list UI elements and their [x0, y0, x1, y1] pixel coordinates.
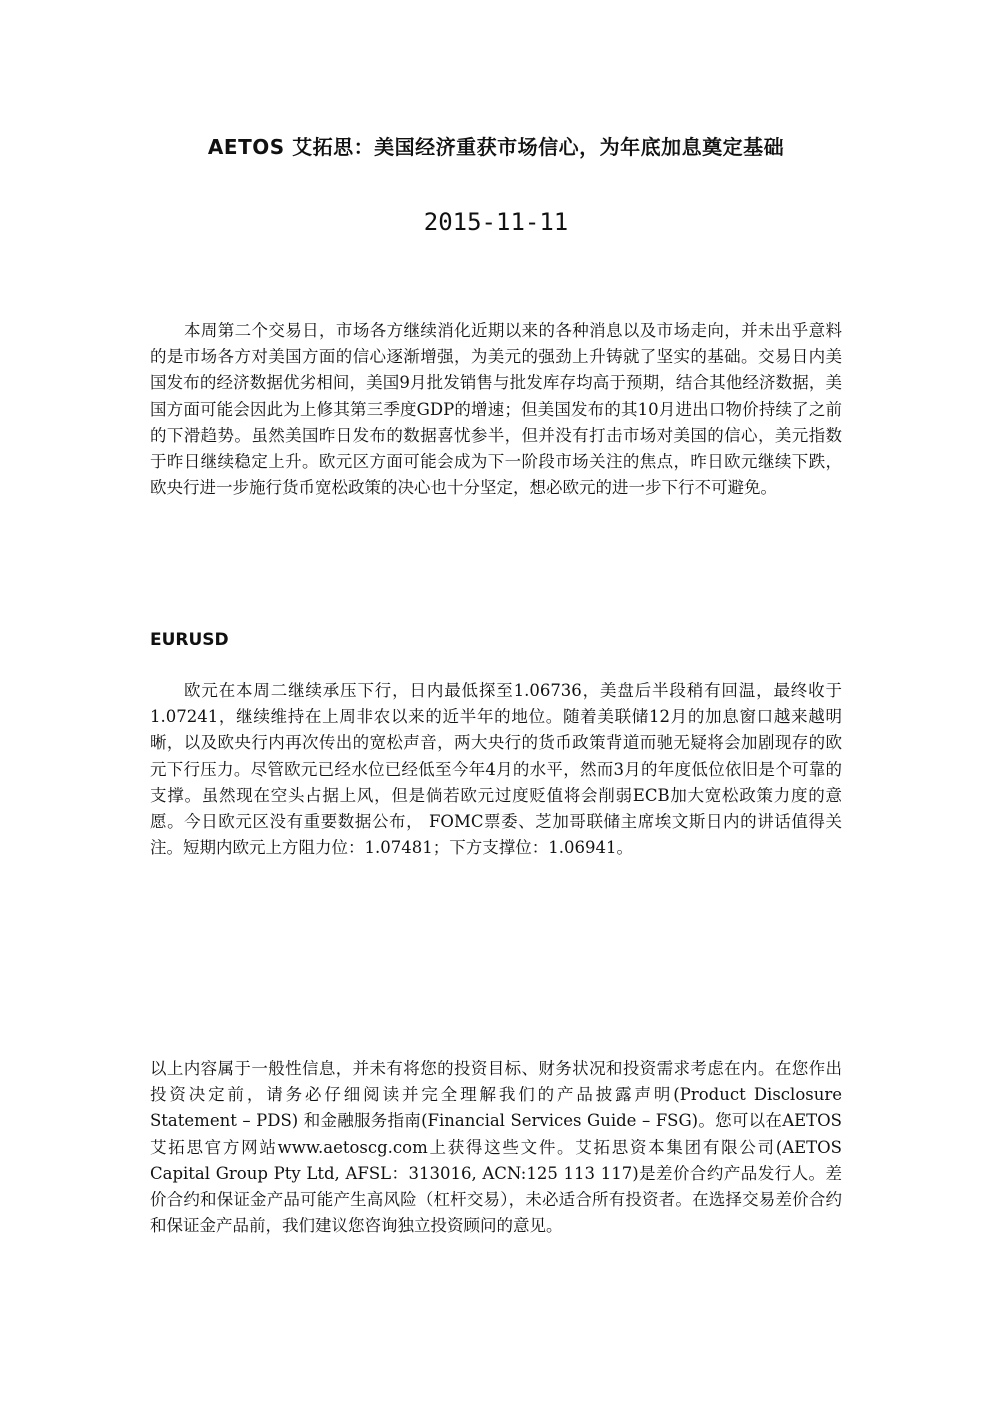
eurusd-paragraph: 欧元在本周二继续承压下行，日内最低探至1.06736，美盘后半段稍有回温，最终收于1.07241，继续维持在上周非农以来的近半年的地位。随着美联储12月的加息窗口越来越明晰，以及欧央行内再次传出的宽松声音，两大央行的货币政策背道而驰无疑将会加剧现存的欧元下行压力。尽管欧元已经水位已经低至今年4月的水平，然而3月的年度低位依旧是个可靠的支撑。虽然现在空头占据上风，但是倘若欧元过度贬值将会削弱ECB加大宽松政策力度的意愿。今日欧元区没有重要数据公布， FOMC票委、芝加哥联储主席埃文斯日内的讲话值得关注。短期内欧元上方阻力位：1.07481；下方支撑位：1.06941。 [150, 681, 842, 858]
intro-paragraph: 本周第二个交易日，市场各方继续消化近期以来的各种消息以及市场走向，并未出乎意料的是市场各方对美国方面的信心逐渐增强，为美元的强劲上升铸就了坚实的基础。交易日内美国发布的经济数据优劣相间，美国9月批发销售与批发库存均高于预期，结合其他经济数据，美国方面可能会因此为上修其第三季度GDP的增速；但美国发布的其10月进出口物价持续了之前的下滑趋势。虽然美国昨日发布的数据喜忧参半，但并没有打击市场对美国的信心，美元指数于昨日继续稳定上升。欧元区方面可能会成为下一阶段市场关注的焦点，昨日欧元继续下跌，欧央行进一步施行货币宽松政策的决心也十分坚定，想必欧元的进一步下行不可避免。 [150, 321, 842, 498]
document-date: 2015-11-11 [423, 208, 569, 236]
section-heading-eurusd: EURUSD [150, 630, 229, 650]
disclaimer-paragraph: 以上内容属于一般性信息，并未有将您的投资目标、财务状况和投资需求考虑在内。在您作出投资决定前，请务必仔细阅读并完全理解我们的产品披露声明(Product Disclosure Statement – PDS) 和金融服务指南(Financial Services Guide – FSG)。您可以在AETOS艾拓思官方网站www.aetoscg.com上获得这些文件。艾拓思资本集团有限公司(AETOS Capital Group Pty Ltd, AFSL：313016, ACN:125 113 117)是差价合约产品发行人。差价合约和保证金产品可能产生高风险（杠杆交易），未必适合所有投资者。在选择交易差价合约和保证金产品前，我们建议您咨询独立投资顾问的意见。 [150, 1059, 842, 1236]
document-title: AETOS 艾拓思：美国经济重获市场信心，为年底加息奠定基础 [207, 135, 785, 159]
